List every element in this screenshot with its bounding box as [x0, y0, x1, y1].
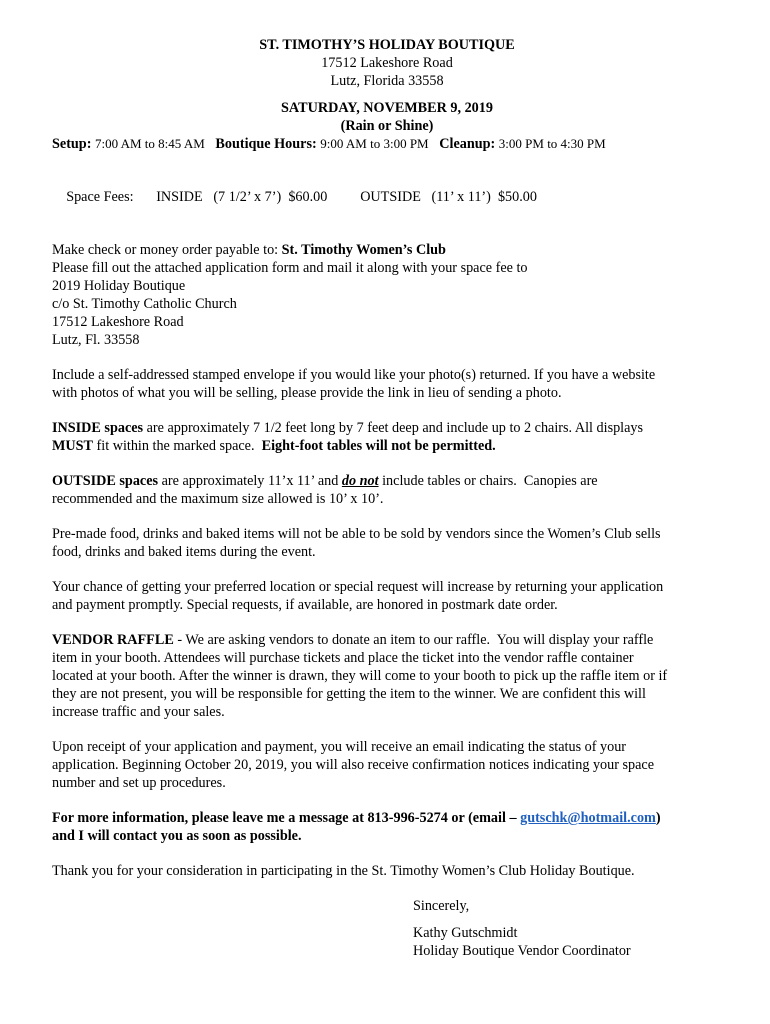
receipt-line-1: Upon receipt of your application and payment, you will receive an email indicating the status of your — [52, 739, 627, 755]
raffle-label: VENDOR RAFFLE — [52, 632, 174, 648]
must-text: MUST — [52, 438, 93, 454]
contact-line-1 — [52, 809, 722, 827]
photo-line-2: with photos of what you will be selling, please provide the link in lieu of sending a photo. — [52, 385, 562, 401]
contact-text-1a: For more information, please leave me a message at 813-996-5274 or (email – — [52, 810, 521, 826]
fee-inside: INSIDE (7 1/2’ x 7’) $60.00 — [156, 189, 328, 205]
hours-time: 9:00 AM to 3:00 PM — [320, 136, 429, 151]
location-line-2: and payment promptly. Special requests, if available, are honored in postmark date order. — [52, 597, 558, 613]
raffle-line-4: they are not present, you will be responsible for getting the item to the winner. We are confident this will — [52, 686, 646, 702]
hours-label: Boutique Hours: — [215, 136, 317, 152]
fee-outside: OUTSIDE (11’ x 11’) $50.00 — [360, 189, 537, 205]
payment-line-1 — [52, 241, 722, 259]
receipt-line-2: application. Beginning October 20, 2019, you will also receive confirmation notices indicating your space — [52, 757, 655, 773]
receipt-line-3: number and set up procedures. — [52, 775, 226, 791]
schedule-line — [52, 135, 722, 153]
outside-text-1b: include tables or chairs. Canopies are — [378, 473, 598, 489]
space-fees — [52, 170, 722, 224]
cleanup-label: Cleanup: — [439, 136, 496, 152]
payment-intro: Make check or money order payable to: — [52, 242, 279, 258]
food-line-1: Pre-made food, drinks and baked items will not be able to be sold by vendors since the Women’s Club sells — [52, 526, 661, 542]
raffle-line-5: increase traffic and your sales. — [52, 704, 225, 720]
cleanup-time: 3:00 PM to 4:30 PM — [498, 136, 606, 151]
raffle-line-3: located at your booth. After the winner is drawn, they will come to your booth to pick up the raffle item or if — [52, 668, 668, 684]
outside-label: OUTSIDE spaces — [52, 473, 159, 489]
event-date: SATURDAY, NOVEMBER 9, 2019 — [281, 100, 493, 116]
thanks-line: Thank you for your consideration in participating in the St. Timothy Women’s Club Holiday Boutique. — [52, 863, 635, 879]
address-line-2: Lutz, Florida 33558 — [330, 73, 444, 89]
document-page — [52, 36, 722, 960]
inside-text-1: are approximately 7 1/2 feet long by 7 feet deep and include up to 2 chairs. All displays — [143, 420, 644, 436]
payment-line-6: Lutz, Fl. 33558 — [52, 332, 140, 348]
signature-closing: Sincerely, — [413, 898, 470, 914]
rain-or-shine: (Rain or Shine) — [340, 118, 434, 134]
inside-line-2 — [52, 437, 722, 455]
payee: St. Timothy Women’s Club — [281, 242, 446, 258]
fees-label: Space Fees: — [66, 189, 134, 205]
inside-text-2: fit within the marked space. — [93, 438, 262, 454]
raffle-line-1 — [52, 631, 722, 649]
signature-name: Kathy Gutschmidt — [413, 925, 518, 941]
raffle-line-2: item in your booth. Attendees will purchase tickets and place the ticket into the vendor raffle container — [52, 650, 634, 666]
setup-label: Setup: — [52, 136, 92, 152]
setup-time: 7:00 AM to 8:45 AM — [94, 136, 205, 151]
signature-role: Holiday Boutique Vendor Coordinator — [413, 943, 631, 959]
address-line-1: 17512 Lakeshore Road — [321, 55, 453, 71]
contact-line-2: and I will contact you as soon as possible. — [52, 828, 302, 844]
payment-line-2: Please fill out the attached application form and mail it along with your space fee to — [52, 260, 528, 276]
food-line-2: food, drinks and baked items during the event. — [52, 544, 316, 560]
outside-line-1 — [52, 472, 722, 490]
contact-text-1b: ) — [655, 810, 661, 826]
payment-line-4: c/o St. Timothy Catholic Church — [52, 296, 237, 312]
tables-note: Eight-foot tables will not be permitted. — [261, 438, 496, 454]
raffle-text-1: - We are asking vendors to donate an item to our raffle. You will display your raffle — [173, 632, 654, 648]
do-not-text: do not — [341, 473, 379, 489]
payment-line-5: 17512 Lakeshore Road — [52, 314, 184, 330]
payment-line-3: 2019 Holiday Boutique — [52, 278, 186, 294]
outside-line-2: recommended and the maximum size allowed is 10’ x 10’. — [52, 491, 384, 507]
inside-line-1 — [52, 419, 722, 437]
outside-text-1a: are approximately 11’x 11’ and — [158, 473, 342, 489]
inside-label: INSIDE spaces — [52, 420, 144, 436]
event-title: ST. TIMOTHY’S HOLIDAY BOUTIQUE — [259, 37, 515, 53]
email-link[interactable]: gutschk@hotmail.com — [520, 810, 656, 826]
photo-line-1: Include a self-addressed stamped envelope if you would like your photo(s) returned. If you have a website — [52, 367, 656, 383]
location-line-1: Your chance of getting your preferred location or special request will increase by returning your application — [52, 579, 664, 595]
